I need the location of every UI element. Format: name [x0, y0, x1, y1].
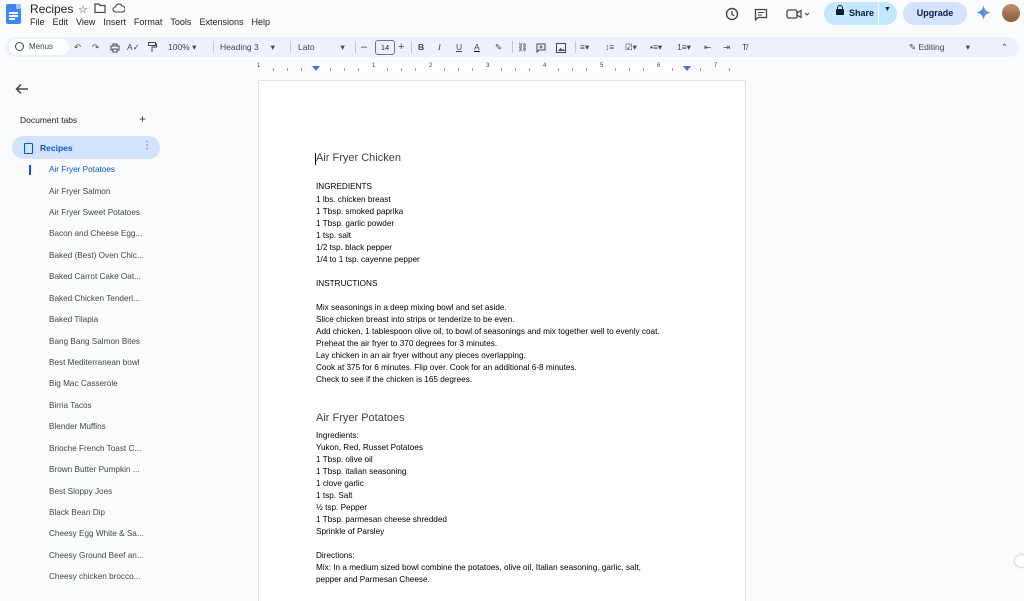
clear-formatting-icon[interactable]: T̸	[742, 42, 748, 52]
increase-font-size-icon[interactable]: +	[398, 41, 405, 53]
decrease-font-size-icon[interactable]: –	[361, 41, 368, 53]
cloud-saved-icon[interactable]	[112, 3, 125, 16]
outline-item[interactable]: Baked Chicken Tenderl...	[49, 294, 140, 303]
star-icon[interactable]: ☆	[78, 4, 88, 16]
highlight-icon[interactable]: ✎	[495, 42, 503, 52]
instruction-line: Lay chicken in an air fryer without any pieces overlapping.	[316, 351, 526, 360]
numbered-list-icon[interactable]: 1≡▾	[677, 42, 691, 52]
italic-icon[interactable]: I	[438, 42, 441, 52]
outline-item[interactable]: Bang Bang Salmon Bites	[49, 337, 141, 346]
menu-edit[interactable]: Edit	[52, 17, 69, 27]
menu-insert[interactable]: Insert	[103, 17, 126, 27]
paint-format-icon[interactable]	[148, 37, 157, 57]
comments-icon[interactable]	[752, 5, 770, 23]
text-color-icon[interactable]: A	[474, 42, 480, 52]
app-header	[0, 0, 1024, 33]
menu-view[interactable]: View	[76, 17, 96, 27]
spellcheck-icon[interactable]: A✓	[127, 42, 140, 52]
outline-item[interactable]: Baked Tilapia	[49, 315, 99, 324]
outline-item[interactable]: Air Fryer Sweet Potatoes	[49, 208, 141, 217]
outline-item[interactable]: Blender Muffins	[49, 422, 106, 431]
line-spacing-icon[interactable]: ↕≡	[605, 42, 615, 52]
formatting-toolbar	[5, 37, 1019, 57]
search-icon	[15, 42, 24, 51]
link-icon[interactable]: ⛓	[517, 42, 528, 52]
ingredient-line: 1 Tbsp. parmesan cheese shredded	[316, 515, 447, 524]
align-icon[interactable]: ≡▾	[580, 42, 590, 52]
instruction-line: Slice chicken breast into strips or tenderize to be even.	[316, 315, 515, 324]
ingredient-line: Yukon, Red, Russet Potatoes	[316, 443, 423, 452]
print-icon[interactable]	[110, 37, 120, 57]
menu-file[interactable]: File	[30, 17, 45, 27]
redo-icon[interactable]: ↷	[92, 42, 100, 52]
increase-indent-icon[interactable]: ⇥	[723, 42, 731, 52]
recipe-heading: Air Fryer Potatoes	[316, 412, 405, 424]
ingredient-line: 1 clove garlic	[316, 479, 364, 488]
scroll-handle[interactable]	[1015, 555, 1024, 567]
ingredient-line: 1/2 tsp. black pepper	[316, 243, 393, 252]
version-history-icon[interactable]	[723, 5, 741, 23]
outline-item[interactable]: Birria Tacos	[49, 401, 92, 410]
outline-item[interactable]: Cheesy Egg White & Sa...	[49, 529, 144, 538]
docs-logo-icon[interactable]	[6, 4, 21, 24]
add-comment-icon[interactable]	[536, 37, 546, 57]
ingredient-line: 1 Tbsp. garlic powder	[316, 219, 395, 228]
right-indent-marker[interactable]	[683, 66, 691, 71]
outline-item[interactable]: Cheesy chicken brocco...	[49, 572, 141, 581]
section-header: INSTRUCTIONS	[316, 279, 378, 288]
outline-item[interactable]: Baked Carrot Cake Oat...	[49, 272, 141, 281]
bulleted-list-icon[interactable]: •≡▾	[650, 42, 663, 52]
recipe-heading: Air Fryer Chicken	[316, 152, 401, 164]
menu-help[interactable]: Help	[251, 17, 270, 27]
ingredient-line: 1/4 to 1 tsp. cayenne pepper	[316, 255, 420, 264]
instruction-line: Mix seasonings in a deep mixing bowl and set aside.	[316, 303, 507, 312]
avatar[interactable]	[1002, 4, 1020, 22]
menus-search-button[interactable]: Menus	[9, 39, 69, 55]
share-button[interactable]: Share ▼	[824, 2, 897, 25]
bold-icon[interactable]: B	[418, 42, 425, 52]
outline-item[interactable]: Best Sloppy Joes	[49, 487, 113, 496]
tab-recipes[interactable]: Recipes ⋮	[12, 136, 160, 159]
meet-icon[interactable]	[785, 5, 811, 23]
menu-tools[interactable]: Tools	[170, 17, 192, 27]
section-header: Ingredients:	[316, 431, 359, 440]
collapse-menus-icon[interactable]: ⌃	[1001, 42, 1009, 52]
ingredient-line: 1 tsp. Salt	[316, 491, 353, 500]
instruction-line: Preheat the air fryer to 370 degrees for 3 minutes.	[316, 339, 498, 348]
instruction-line: Add chicken, 1 tablespoon olive oil, to bowl of seasonings and mix together well to evenly coat.	[316, 327, 660, 336]
upgrade-button[interactable]: Upgrade	[903, 2, 967, 25]
current-heading-indicator	[29, 165, 31, 175]
share-dropdown-icon[interactable]: ▼	[884, 6, 891, 13]
instruction-line: Cook at 375 for 6 minutes. Flip over. Cook for an additional 6-8 minutes.	[316, 363, 577, 372]
gemini-sparkle-icon[interactable]	[976, 5, 991, 20]
add-tab-icon[interactable]: +	[139, 112, 147, 126]
back-arrow-icon[interactable]	[15, 82, 31, 96]
ingredient-line: 1 lbs. chicken breast	[316, 195, 391, 204]
checklist-icon[interactable]: ☑▾	[625, 42, 637, 52]
menu-format[interactable]: Format	[133, 17, 163, 27]
insert-image-icon[interactable]	[556, 37, 566, 57]
tab-options-icon[interactable]: ⋮	[142, 140, 152, 151]
outline-item[interactable]: Bacon and Cheese Egg...	[49, 229, 143, 238]
style-select[interactable]: Heading 3 ▾	[220, 42, 275, 52]
undo-icon[interactable]: ↶	[74, 42, 82, 52]
menu-bar	[30, 17, 274, 27]
section-header: Directions:	[316, 551, 355, 560]
underline-icon[interactable]: U	[456, 42, 463, 52]
outline-item[interactable]: Best Mediterranean bowl	[49, 358, 140, 367]
document-page[interactable]	[259, 81, 745, 601]
document-tabs-title: Document tabs	[20, 115, 78, 125]
ingredient-line: ½ tsp. Pepper	[316, 503, 367, 512]
outline-item[interactable]: Brown Butter Pumpkin ...	[49, 465, 140, 474]
menu-extensions[interactable]: Extensions	[199, 17, 244, 27]
ingredient-line: 1 Tbsp. olive oil	[316, 455, 373, 464]
left-indent-marker[interactable]	[312, 66, 320, 71]
move-folder-icon[interactable]	[94, 3, 106, 16]
outline-item[interactable]: Brioche French Toast C...	[49, 444, 142, 453]
zoom-select[interactable]: 100% ▾	[168, 42, 197, 52]
ingredient-line: 1 tsp. salt	[316, 231, 352, 240]
font-select[interactable]: Lato ▾	[298, 42, 345, 52]
outline-item[interactable]: Cheesy Ground Beef an...	[49, 551, 144, 560]
font-size-input[interactable]: 14	[375, 40, 395, 55]
lock-icon	[836, 9, 844, 15]
direction-line: pepper and Parmesan Cheese.	[316, 575, 430, 584]
ingredient-line: Sprinkle of Parsley	[316, 527, 385, 536]
outline-item[interactable]: Big Mac Casserole	[49, 379, 118, 388]
decrease-indent-icon[interactable]: ⇤	[704, 42, 712, 52]
outline-item[interactable]: Air Fryer Potatoes	[49, 165, 115, 174]
outline-item[interactable]: Baked (Best) Oven Chic...	[49, 251, 144, 260]
instruction-line: Check to see if the chicken is 165 degrees.	[316, 375, 473, 384]
outline-item[interactable]: Black Bean Dip	[49, 508, 105, 517]
editing-mode-select[interactable]: ✎ Editing ▾	[909, 42, 971, 52]
ingredient-line: 1 Tbsp. italian seasoning	[316, 467, 407, 476]
document-title[interactable]: Recipes	[30, 2, 74, 16]
ingredient-line: 1 Tbsp. smoked paprika	[316, 207, 404, 216]
document-tab-icon	[24, 143, 33, 154]
outline-item[interactable]: Air Fryer Salmon	[49, 187, 111, 196]
section-header: INGREDIENTS	[316, 182, 372, 191]
ruler: 1 1 2 3 4 5 6 7	[259, 60, 745, 72]
direction-line: Mix: In a medium sized bowl combine the potatoes, olive oil, Italian seasoning, garlic, salt,	[316, 563, 641, 572]
